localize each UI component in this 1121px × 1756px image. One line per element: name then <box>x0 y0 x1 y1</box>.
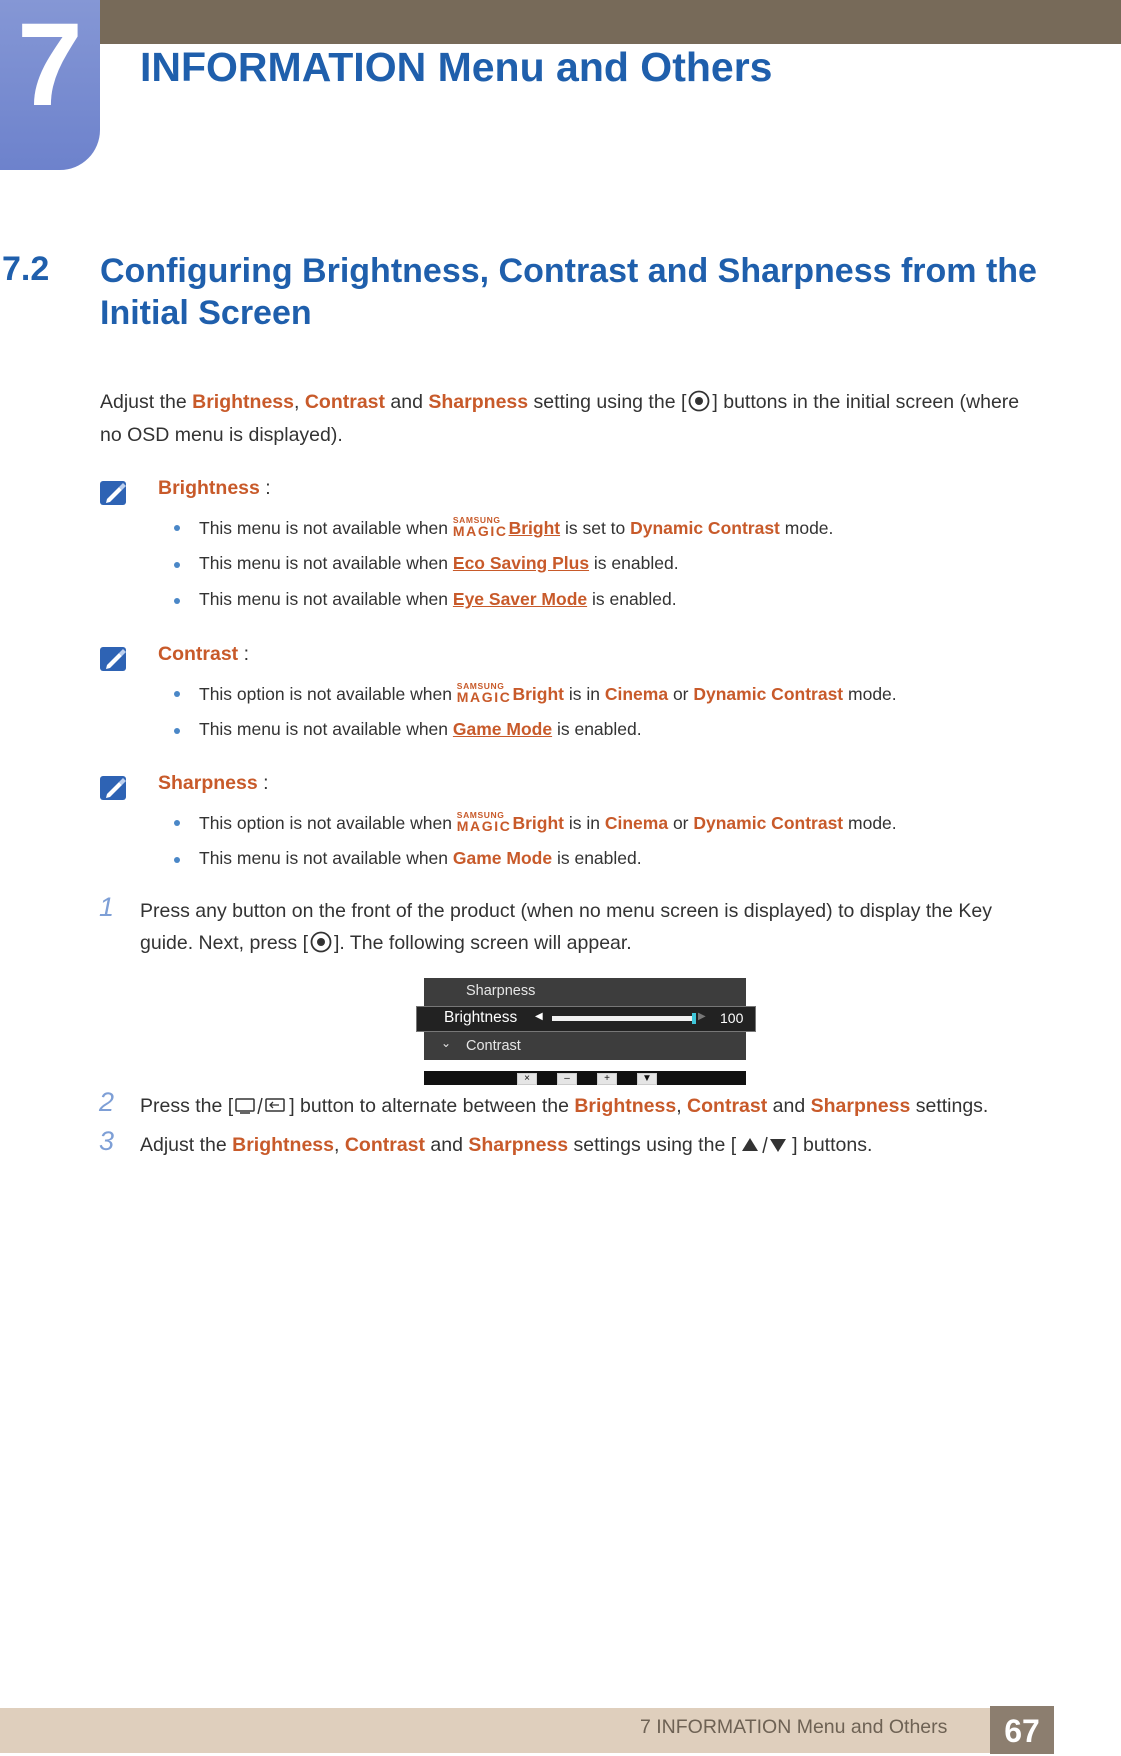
up-down-arrows-icon <box>736 1135 792 1155</box>
joystick-icon <box>310 931 332 953</box>
chapter-header-bar <box>0 0 1121 44</box>
step-number: 3 <box>99 1126 115 1156</box>
close-icon: × <box>517 1073 537 1085</box>
list-item: This menu is not available when Eye Saver Mode is enabled. <box>199 589 677 609</box>
osd-slider-fill <box>552 1016 692 1021</box>
down-icon: ▼ <box>637 1073 657 1085</box>
step-number: 1 <box>99 892 115 922</box>
step-text: Press the [ ] button to alternate between the Brightness, Contrast and Sharpness settings. <box>140 1095 989 1117</box>
note-title-contrast: Contrast : <box>158 643 250 665</box>
step-text: Adjust the Brightness, Contrast and Sharpness settings using the [ ] buttons. <box>140 1134 873 1156</box>
osd-button-guide <box>424 1071 746 1085</box>
osd-row-brightness: Brightness ◀ ▶ 100 <box>416 1006 756 1032</box>
joystick-icon <box>688 390 710 412</box>
note-title-sharpness: Sharpness : <box>158 772 269 794</box>
note-icon <box>99 773 129 803</box>
list-item: This option is not available when SAMSUNG MAGIC Bright is in Cinema or Dynamic Contrast mode. <box>199 810 897 834</box>
step-number: 2 <box>99 1087 115 1117</box>
page-number: 67 <box>990 1706 1054 1754</box>
magic-logo: SAMSUNG MAGIC <box>452 515 508 539</box>
chevron-down-icon: ⌄ <box>441 1036 452 1050</box>
osd-row-sharpness: Sharpness <box>424 978 746 1006</box>
osd-slider-knob <box>692 1013 696 1024</box>
list-item: This menu is not available when Game Mode is enabled. <box>199 848 642 868</box>
plus-icon: + <box>597 1073 617 1085</box>
note-icon <box>99 478 129 508</box>
list-item: This menu is not available when Eco Saving Plus is enabled. <box>199 553 679 573</box>
chapter-title: INFORMATION Menu and Others <box>140 44 773 90</box>
list-item: This menu is not available when Game Mode is enabled. <box>199 719 642 739</box>
magic-logo: SAMSUNG MAGIC <box>456 681 512 705</box>
osd-slider-track <box>552 1016 696 1021</box>
note-title-brightness: Brightness : <box>158 477 271 499</box>
link-eye-saver-mode[interactable]: Eye Saver Mode <box>452 589 588 609</box>
minus-icon: – <box>557 1073 577 1085</box>
section-number: 7.2 <box>2 250 50 288</box>
footer-chapter-label: 7 INFORMATION Menu and Others <box>640 1716 948 1738</box>
chapter-tab <box>0 0 100 170</box>
list-item: This menu is not available when SAMSUNG MAGIC Bright is set to Dynamic Contrast mode. <box>199 515 834 539</box>
arrow-right-icon: ▶ <box>698 1011 706 1022</box>
magic-logo: SAMSUNG MAGIC <box>456 810 512 834</box>
section-title: Configuring Brightness, Contrast and Sharpness from the Initial Screen <box>100 252 1037 332</box>
step-text: Press any button on the front of the product (when no menu screen is displayed) to display the Key guide. Next, press [ ]. The following screen will appear. <box>140 900 992 954</box>
osd-screen <box>416 976 754 1084</box>
osd-row-contrast: ⌄ Contrast <box>424 1032 746 1060</box>
intro-paragraph: Adjust the Brightness, Contrast and Sharpness setting using the [ ] buttons in the initial screen (where no OSD menu is displayed). <box>100 391 1020 446</box>
source-return-icon <box>233 1096 289 1116</box>
note-icon <box>99 644 129 674</box>
arrow-left-icon: ◀ <box>535 1011 543 1022</box>
chapter-number: 7 <box>17 0 83 131</box>
link-game-mode[interactable]: Game Mode <box>452 719 553 739</box>
list-item: This option is not available when SAMSUNG MAGIC Bright is in Cinema or Dynamic Contrast mode. <box>199 681 897 705</box>
link-eco-saving-plus[interactable]: Eco Saving Plus <box>452 553 590 573</box>
